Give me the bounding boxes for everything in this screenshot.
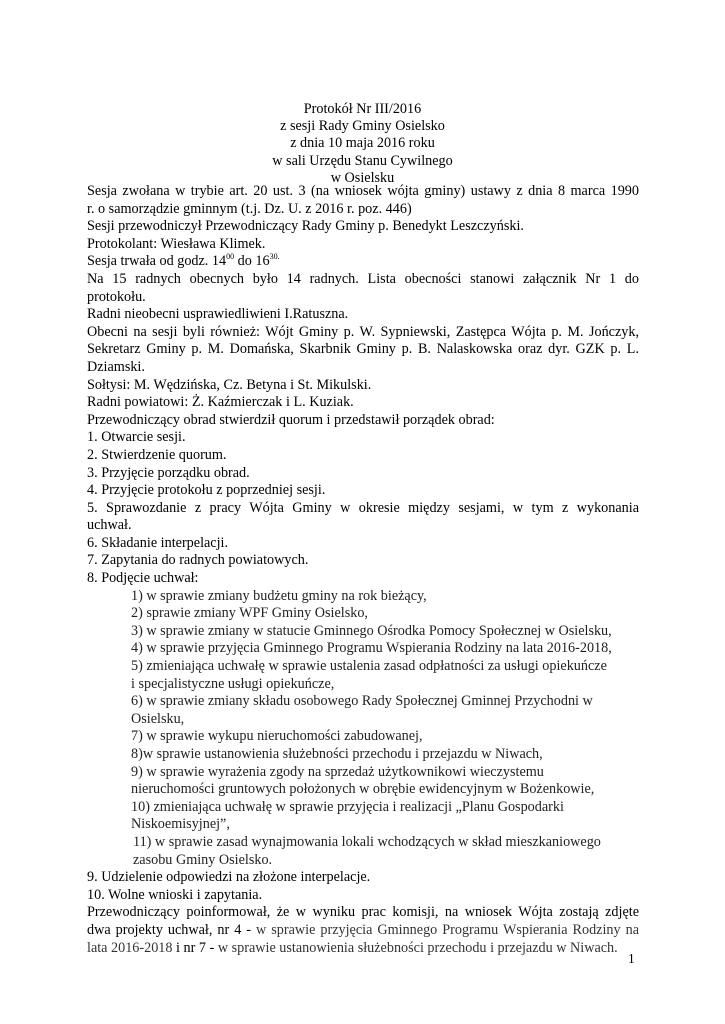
attendance-line: Na 15 radnych obecnych było 14 radnych. Lista obecności stanowi załącznik Nr 1 do (87, 270, 639, 287)
resolution-item: Osielsku, (131, 710, 185, 727)
session-line: z sesji Rady Gminy Osielsko (280, 118, 445, 135)
absent-line: Radni nieobecni usprawiedliwieni I.Ratuszna. (87, 306, 349, 323)
resolution-item: 9) w sprawie wyrażenia zgody na sprzedaż użytkownikowi wieczystemu (131, 763, 544, 780)
closing-fragment: i nr 7 - (176, 939, 218, 956)
chairman-line: Sesji przewodniczył Przewodniczący Rady Gminy p. Benedykt Leszczyński. (87, 218, 524, 235)
agenda-item: 7. Zapytania do radnych powiatowych. (87, 552, 309, 569)
resolution-item: 10) zmieniająca uchwałę w sprawie przyjęcia i realizacji „Planu Gospodarki (131, 798, 564, 815)
location-line: w Osielsku (330, 169, 395, 186)
agenda-item: 9. Udzielenie odpowiedzi na złożone interpelacje. (87, 869, 371, 886)
resolution-item: Niskoemisyjnej”, (131, 816, 230, 833)
duration-mid: do 16 (234, 253, 270, 270)
duration-suffix: . (277, 252, 280, 262)
attendees-line: Dziamski. (87, 358, 145, 375)
closing-line (87, 940, 639, 958)
resolution-item: i specjalistyczne usługi opiekuńcze, (131, 675, 335, 692)
closing-fragment: dwa projekty uchwał, nr 4 - (87, 921, 257, 938)
document-header (0, 101, 725, 187)
resolution-item: 3) w sprawie zmiany w statucie Gminnego Ośrodka Pomocy Społecznej w Osielsku, (131, 622, 612, 639)
closing-line: Przewodniczący poinformował, że w wyniku prac komisji, na wniosek Wójta zostają zdjęte (87, 904, 639, 921)
soltysi-line: Sołtysi: M. Wędzińska, Cz. Betyna i St. Mikulski. (87, 376, 372, 393)
quorum-line: Przewodniczący obrad stwierdził quorum i przedstawił porządek obrad: (87, 411, 495, 428)
protocol-title: Protokół Nr III/2016 (303, 101, 422, 117)
agenda-item: uchwał. (87, 517, 132, 534)
resolution-item: 11) w sprawie zasad wynajmowania lokali wchodzących w skład mieszkaniowego (133, 833, 601, 850)
agenda-item: 2. Stwierdzenie quorum. (87, 446, 227, 463)
document-body (87, 183, 639, 957)
closing-fragment: w sprawie przyjęcia Gminnego Programu Wspierania Rodziny na (256, 921, 639, 938)
agenda-item: 8. Podjęcie uchwał: (87, 570, 199, 587)
intro-paragraph-line: r. o samorządzie gminnym (t.j. Dz. U. z 2016 r. poz. 446) (87, 200, 412, 217)
date-line: z dnia 10 maja 2016 roku (290, 135, 435, 152)
agenda-item: 1. Otwarcie sesji. (87, 429, 186, 446)
agenda-item: 5. Sprawozdanie z pracy Wójta Gminy w okresie między sesjami, w tym z wykonania (87, 499, 639, 516)
attendees-line: Obecni na sesji byli również: Wójt Gminy p. W. Sypniewski, Zastępca Wójta p. M. Jończyk, (87, 323, 639, 340)
resolution-item: 5) zmieniająca uchwałę w sprawie ustalenia zasad odpłatności za usługi opiekuńcze (131, 658, 607, 675)
agenda-item: 6. Składanie interpelacji. (87, 534, 229, 551)
resolution-item: zasobu Gminy Osielsko. (133, 851, 273, 868)
resolution-item: 7) w sprawie wykupu nieruchomości zabudowanej, (131, 728, 423, 745)
attendees-line: Sekretarz Gminy p. M. Domańska, Skarbnik Gminy p. B. Nalaskowska oraz dyr. GZK p. L. (87, 341, 639, 358)
intro-paragraph-line: Sesja zwołana w trybie art. 20 ust. 3 (na wniosek wójta gminy) ustawy z dnia 8 marca 1990 (87, 183, 639, 199)
resolution-item: 8)w sprawie ustanowienia służebności przechodu i przejazdu w Niwach, (131, 746, 543, 762)
resolution-item: 4) w sprawie przyjęcia Gminnego Programu Wspierania Rodziny na lata 2016-2018, (131, 640, 612, 657)
closing-line (87, 922, 639, 940)
closing-fragment: lata 2016-2018 (87, 939, 177, 956)
closing-fragment: w sprawie ustanowienia służebności przechodu i przejazdu w Niwach. (217, 939, 618, 956)
agenda-item: 3. Przyjęcie porządku obrad. (87, 464, 250, 481)
resolution-item: 6) w sprawie zmiany składu osobowego Rady Społecznej Gminnej Przychodni w (131, 693, 593, 710)
duration-line (87, 253, 639, 271)
resolution-item: 2) sprawie zmiany WPF Gminy Osielsko, (131, 605, 368, 622)
resolution-item: nieruchomości gruntowych położonych w obrębie ewidencyjnym w Bożenkowie, (131, 781, 595, 798)
start-minutes: 00 (226, 252, 235, 262)
county-councillors-line: Radni powiatowi: Ż. Kaźmierczak i L. Kuziak. (87, 394, 354, 411)
attendance-line: protokołu. (87, 288, 146, 305)
agenda-item: 4. Przyjęcie protokołu z poprzedniej sesji. (87, 482, 326, 499)
duration-prefix: Sesja trwała od godz. 14 (87, 253, 227, 270)
resolution-item: 1) w sprawie zmiany budżetu gminy na rok bieżący, (131, 587, 427, 604)
agenda-item: 10. Wolne wnioski i zapytania. (87, 886, 263, 903)
end-minutes: 30 (269, 252, 278, 262)
venue-line: w sali Urzędu Stanu Cywilnego (272, 152, 453, 169)
page-number: 1 (628, 951, 635, 966)
recorder-line: Protokolant: Wiesława Klimek. (87, 235, 266, 252)
